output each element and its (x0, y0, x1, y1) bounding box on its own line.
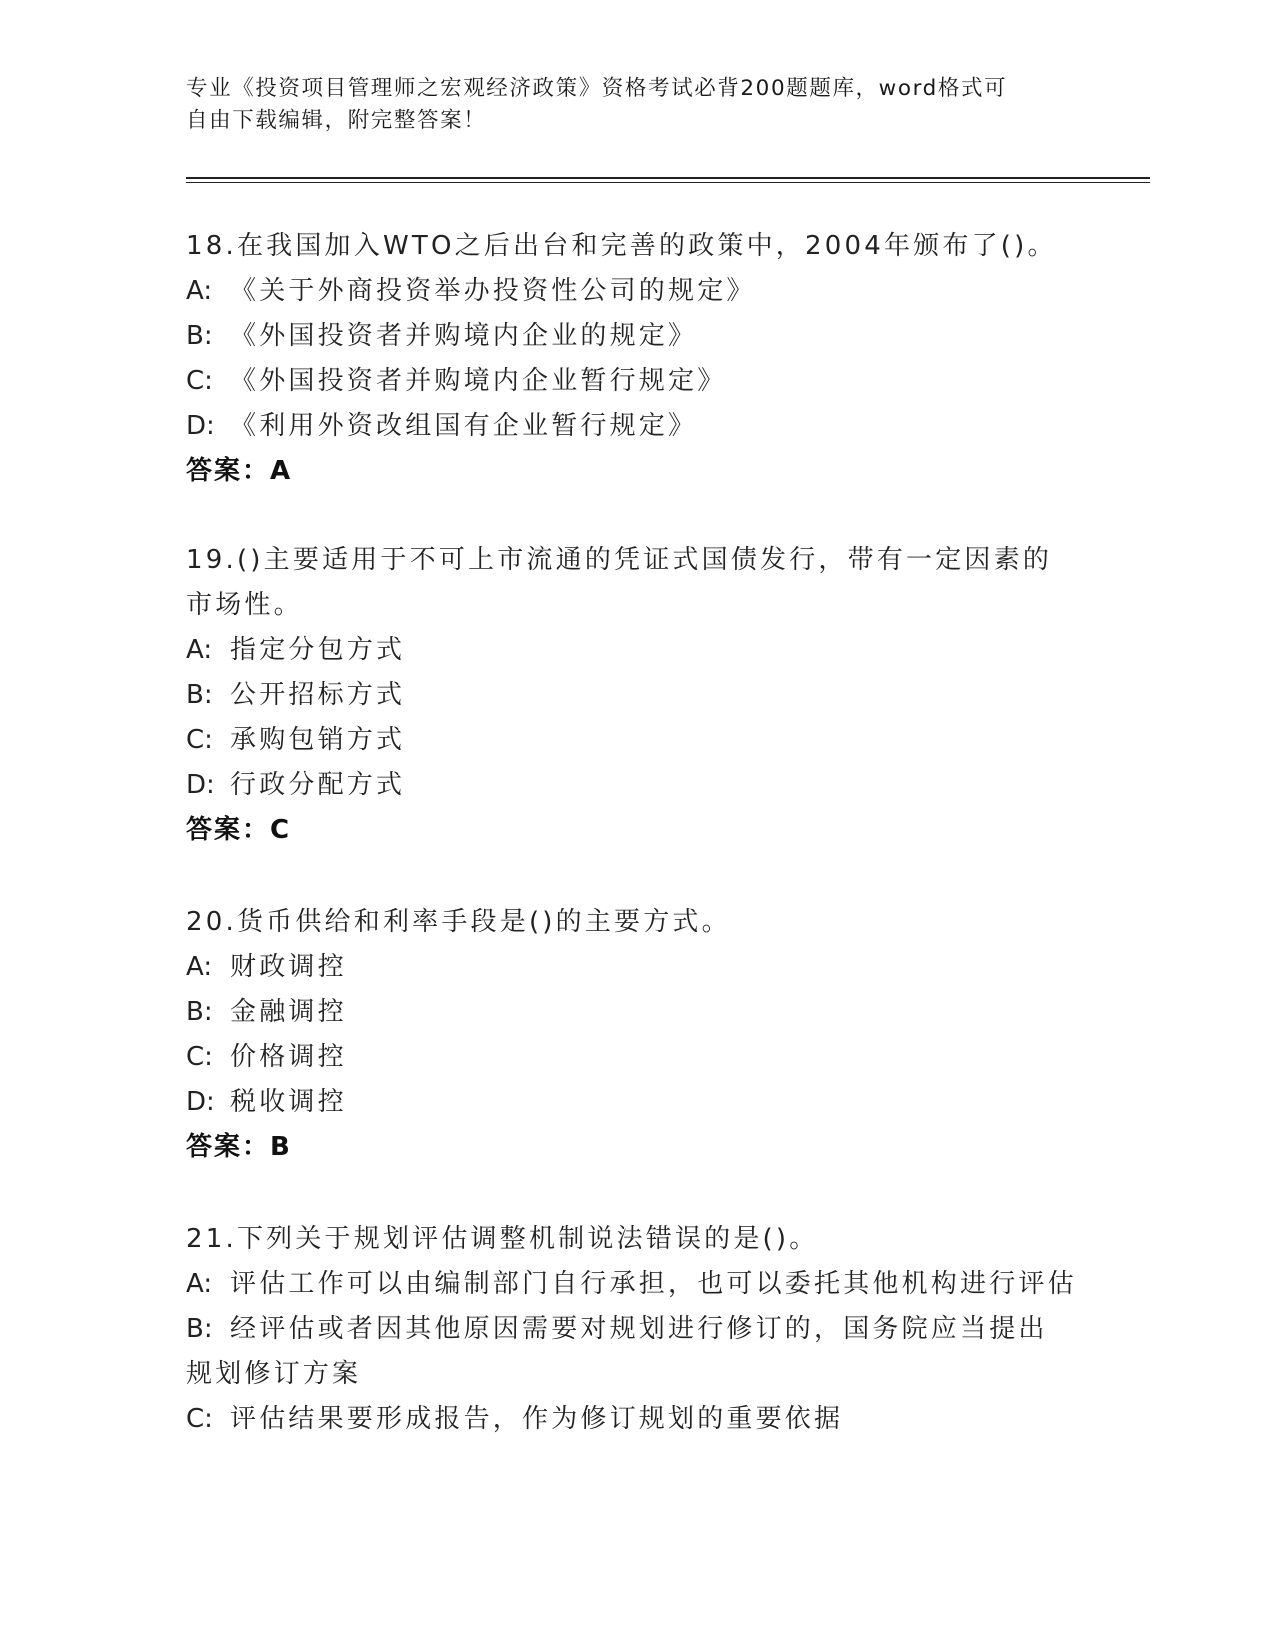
question-20 (186, 900, 1066, 1170)
document-header (186, 73, 1066, 137)
option-text: 财政调控 (230, 952, 347, 982)
option-key: A: (186, 1269, 213, 1299)
option-text: 《利用外资改组国有企业暂行规定》 (230, 411, 698, 441)
option-key: A: (186, 952, 213, 982)
option-key: B: (186, 997, 213, 1027)
answer: 答案：B (186, 1132, 292, 1162)
option-key: C: (186, 725, 213, 755)
option-key: B: (186, 1314, 213, 1344)
question-stem: 19.()主要适用于不可上市流通的凭证式国债发行，带有一定因素的市场性。 (186, 545, 1053, 620)
answer: 答案：A (186, 456, 293, 486)
option-c (186, 1035, 1066, 1080)
option-key: B: (186, 680, 213, 710)
option-key: B: (186, 321, 213, 351)
option-b (186, 990, 1066, 1035)
option-text: 金融调控 (230, 997, 347, 1027)
option-text: 《关于外商投资举办投资性公司的规定》 (230, 276, 756, 306)
option-a (186, 628, 1066, 673)
option-text: 评估结果要形成报告，作为修订规划的重要依据 (230, 1404, 844, 1434)
option-text: 公开招标方式 (230, 680, 406, 710)
option-key: D: (186, 770, 215, 800)
option-text: 税收调控 (230, 1087, 347, 1117)
option-c (186, 1397, 1066, 1442)
option-key: C: (186, 1404, 213, 1434)
answer: 答案：C (186, 815, 292, 845)
option-key: A: (186, 635, 213, 665)
option-text: 《外国投资者并购境内企业暂行规定》 (230, 366, 727, 396)
option-a (186, 269, 1066, 314)
option-key: C: (186, 1042, 213, 1072)
option-key: D: (186, 1087, 215, 1117)
question-stem: 20.货币供给和利率手段是()的主要方式。 (186, 907, 731, 937)
question-19 (186, 538, 1066, 853)
option-d (186, 404, 1066, 449)
option-b (186, 314, 1066, 359)
option-c (186, 359, 1066, 404)
option-text: 指定分包方式 (230, 635, 406, 665)
header-divider-thick (186, 177, 1150, 179)
option-text: 价格调控 (230, 1042, 347, 1072)
question-21 (186, 1217, 1077, 1442)
header-line-1: 专业《投资项目管理师之宏观经济政策》资格考试必背200题题库，word格式可 (186, 76, 1008, 101)
header-divider-thin (186, 182, 1150, 183)
option-text: 经评估或者因其他原因需要对规划进行修订的，国务院应当提出规划修订方案 (186, 1314, 1048, 1389)
question-stem: 21.下列关于规划评估调整机制说法错误的是()。 (186, 1224, 819, 1254)
option-a (186, 1262, 1077, 1307)
option-a (186, 945, 1066, 990)
option-text: 承购包销方式 (230, 725, 406, 755)
option-key: C: (186, 366, 213, 396)
option-key: D: (186, 411, 215, 441)
option-text: 行政分配方式 (230, 770, 406, 800)
option-b (186, 1307, 1066, 1397)
option-d (186, 1080, 1066, 1125)
option-c (186, 718, 1066, 763)
option-b (186, 673, 1066, 718)
option-key: A: (186, 276, 213, 306)
header-line-2: 自由下载编辑，附完整答案！ (186, 108, 487, 133)
option-text: 评估工作可以由编制部门自行承担，也可以委托其他机构进行评估 (230, 1269, 1077, 1299)
question-18 (186, 224, 1066, 494)
option-d (186, 763, 1066, 808)
option-text: 《外国投资者并购境内企业的规定》 (230, 321, 698, 351)
question-stem: 18.在我国加入WTO之后出台和完善的政策中，2004年颁布了()。 (186, 231, 1057, 261)
